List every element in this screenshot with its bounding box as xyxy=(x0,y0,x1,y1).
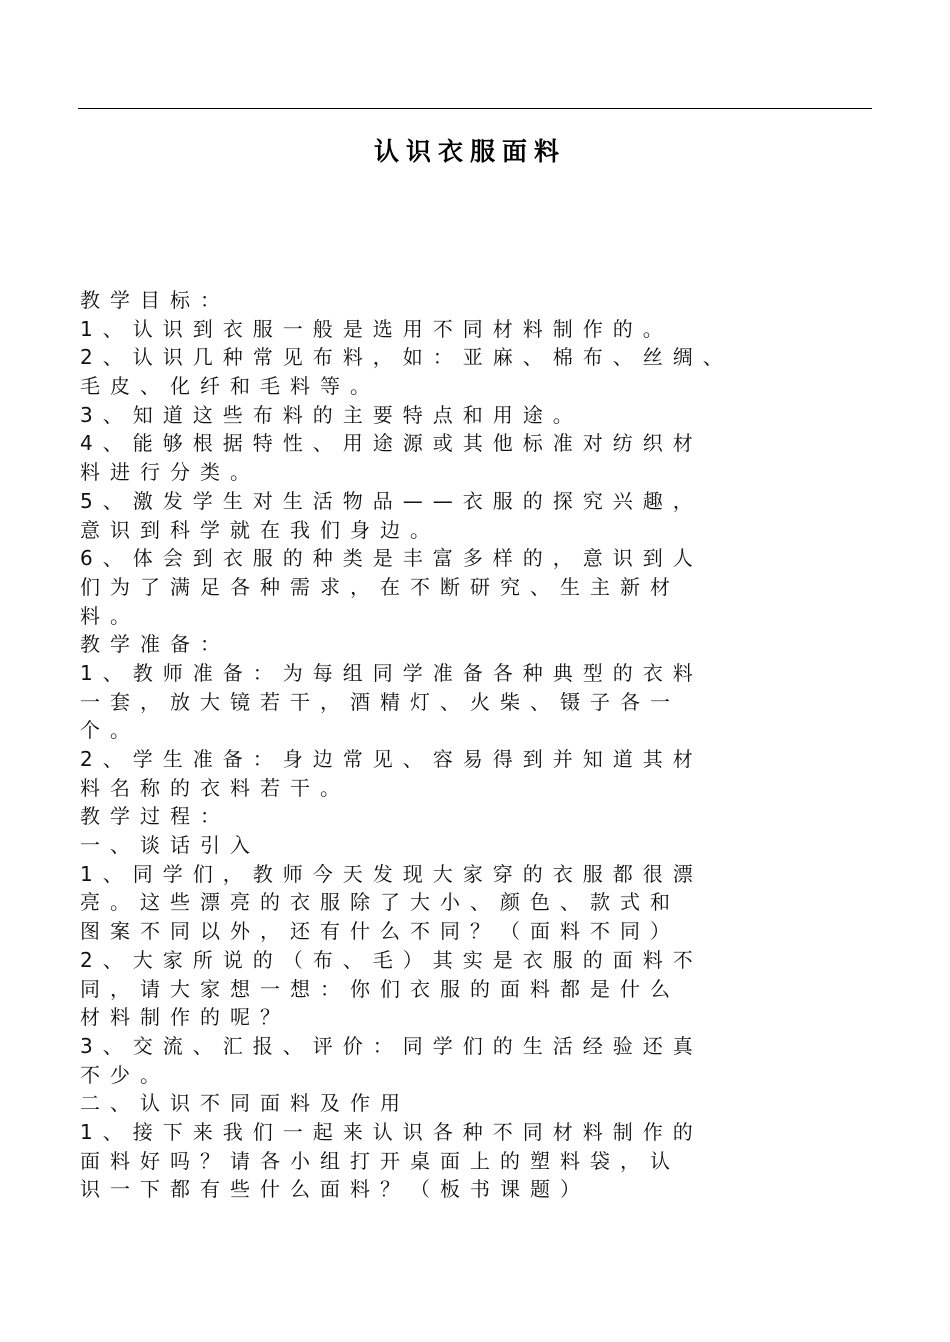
text-line: 料名称的衣料若干。 xyxy=(80,775,350,800)
text-line: 亮。这些漂亮的衣服除了大小、颜色、款式和 xyxy=(80,890,680,915)
text-line: 3、交流、汇报、评价：同学们的生活经验还真 xyxy=(80,1033,703,1058)
text-line: 教学准备： xyxy=(80,632,230,657)
text-line: 面料好吗？请各小组打开桌面上的塑料袋，认 xyxy=(80,1148,680,1173)
text-line: 料进行分类。 xyxy=(80,460,260,485)
text-line: 1、认识到衣服一般是选用不同材料制作的。 xyxy=(80,316,673,341)
text-line: 识一下都有些什么面料？（板书课题） xyxy=(80,1177,590,1202)
text-line: 意识到科学就在我们身边。 xyxy=(80,517,440,542)
text-line: 4、能够根据特性、用途源或其他标准对纺织材 xyxy=(80,431,703,456)
text-line: 5、激发学生对生活物品——衣服的探究兴趣， xyxy=(80,488,703,513)
text-line: 教学过程： xyxy=(80,804,230,829)
text-line: 2、认识几种常见布料，如：亚麻、棉布、丝绸、 xyxy=(80,345,733,370)
text-line: 1、接下来我们一起来认识各种不同材料制作的 xyxy=(80,1119,703,1144)
text-line: 2、学生准备：身边常见、容易得到并知道其材 xyxy=(80,747,703,771)
text-line: 图案不同以外，还有什么不同？（面料不同） xyxy=(80,919,680,944)
text-line: 毛皮、化纤和毛料等。 xyxy=(80,374,380,399)
text-line: 3、知道这些布料的主要特点和用途。 xyxy=(80,402,583,427)
text-line: 一套，放大镜若干，酒精灯、火柴、镊子各一 xyxy=(80,689,680,714)
text-line: 6、体会到衣服的种类是丰富多样的，意识到人 xyxy=(80,546,703,571)
document-title: 认识衣服面料 xyxy=(373,137,566,166)
document-body xyxy=(80,286,880,1204)
text-line: 个。 xyxy=(80,718,140,743)
text-line: 不少。 xyxy=(80,1062,170,1087)
text-line: 1、同学们，教师今天发现大家穿的衣服都很漂 xyxy=(80,861,703,886)
text-line: 同，请大家想一想：你们衣服的面料都是什么 xyxy=(80,976,680,1001)
text-line: 2、大家所说的（布、毛）其实是衣服的面料不 xyxy=(80,947,703,972)
text-line: 教学目标： xyxy=(80,288,230,312)
text-line: 料。 xyxy=(80,603,140,628)
text-line: 们为了满足各种需求，在不断研究、生主新材 xyxy=(80,574,680,599)
header-rule xyxy=(78,108,872,109)
text-line: 材料制作的呢？ xyxy=(80,1005,290,1030)
text-line: 一、谈话引入 xyxy=(80,833,260,858)
text-line: 1、教师准备：为每组同学准备各种典型的衣料 xyxy=(80,660,703,685)
text-line: 二、认识不同面料及作用 xyxy=(80,1091,410,1116)
